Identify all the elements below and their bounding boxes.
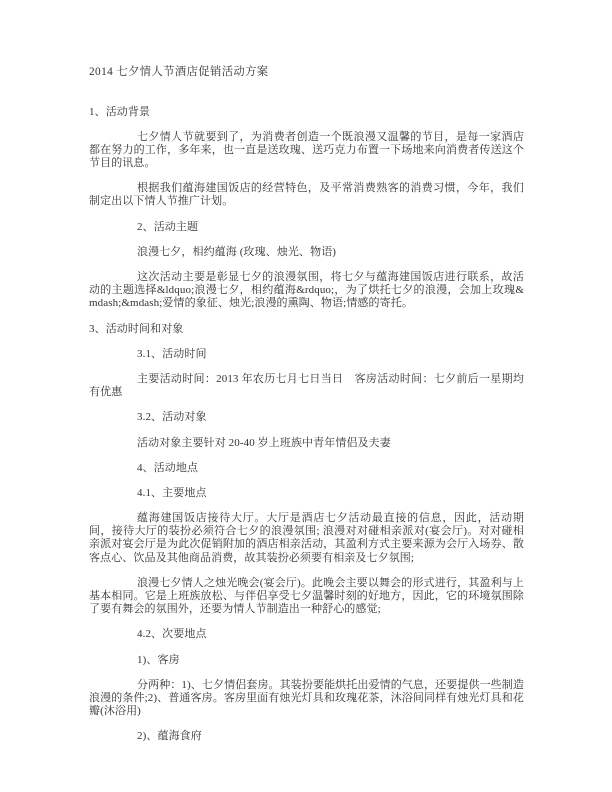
para-guest-rooms: 分两种：1)、七夕情侣套房。其装扮要能烘托出爱情的气息，还要提供一些制造浪漫的条件;2)、普通客房。客房里面有烛光灯具和玫瑰花茶，沐浴间同样有烛光灯具和花瓣(沐浴用) — [89, 678, 524, 718]
para-activity-target: 活动对象主要针对 20-40 岁上班族中青年情侣及夫妻 — [137, 436, 391, 449]
para-activity-time: 主要活动时间：2013 年农历七月七日当日 客房活动时间：七夕前后一星期均有优惠 — [89, 372, 524, 399]
para-theme-slogan: 浪漫七夕，相约蕴海 (玫瑰、烛光、物语) — [137, 245, 337, 258]
heading-4-activity-location: 4、活动地点 — [137, 461, 199, 474]
heading-2-activity-theme: 2、活动主题 — [137, 220, 199, 233]
heading-4-2-secondary-location: 4.2、次要地点 — [137, 628, 207, 641]
heading-secondary-2-restaurant: 2)、蕴海食府 — [137, 730, 202, 743]
document-title: 2014 七夕情人节酒店促销活动方案 — [89, 66, 269, 78]
para-background-plan: 根据我们蕴海建国饭店的经营特色，及平常消费熟客的消费习惯，今年，我们制定出以下情人节推广计划。 — [89, 182, 524, 208]
heading-secondary-1-guest-rooms: 1)、客房 — [137, 653, 180, 666]
heading-4-1-main-location: 4.1、主要地点 — [137, 486, 207, 499]
para-main-location-lobby: 蕴海建国饭店接待大厅。大厅是酒店七夕活动最直接的信息，因此，活动期间，接待大厅的装扮必须符合七夕的浪漫氛围; 浪漫对对碰相亲派对(宴会厅)。对对碰相亲派对宴会厅是为此次促销附加的酒店相亲活动，其盈利方式主要来源为会厅入场券、散客点心、饮品及其他商品消费，故其装扮必须要有相亲及七夕氛围; — [89, 512, 524, 564]
heading-1-activity-background: 1、活动背景 — [89, 105, 151, 118]
heading-3-time-and-target: 3、活动时间和对象 — [89, 322, 184, 335]
para-theme-description: 这次活动主要是彰显七夕的浪漫氛围，将七夕与蕴海建国饭店进行联系，故活动的主题选择&ldquo;浪漫七夕，相约蕴海&rdquo;，为了烘托七夕的浪漫，会加上玫瑰&mdash;&mdash;爱情的象征、烛光;浪漫的熏陶、物语;情感的寄托。 — [89, 271, 524, 310]
document-body — [89, 106, 524, 744]
para-main-location-candlelight-party: 浪漫七夕情人之烛光晚会(宴会厅)。此晚会主要以舞会的形式进行，其盈利与上基本相同。它是上班族放松、与伴侣享受七夕温馨时刻的好地方，因此，它的环境氛围除了要有舞会的氛围外，还要为情人节制造出一种舒心的感觉; — [89, 576, 524, 616]
heading-3-1-activity-time: 3.1、活动时间 — [137, 347, 207, 360]
para-background-intro: 七夕情人节就要到了，为消费者创造一个既浪漫又温馨的节目，是每一家酒店都在努力的工作，多年来，也一直是送玫瑰、送巧克力布置一下场地来向消费者传送这个节目的讯息。 — [89, 130, 524, 170]
heading-3-2-activity-target: 3.2、活动对象 — [137, 411, 207, 424]
